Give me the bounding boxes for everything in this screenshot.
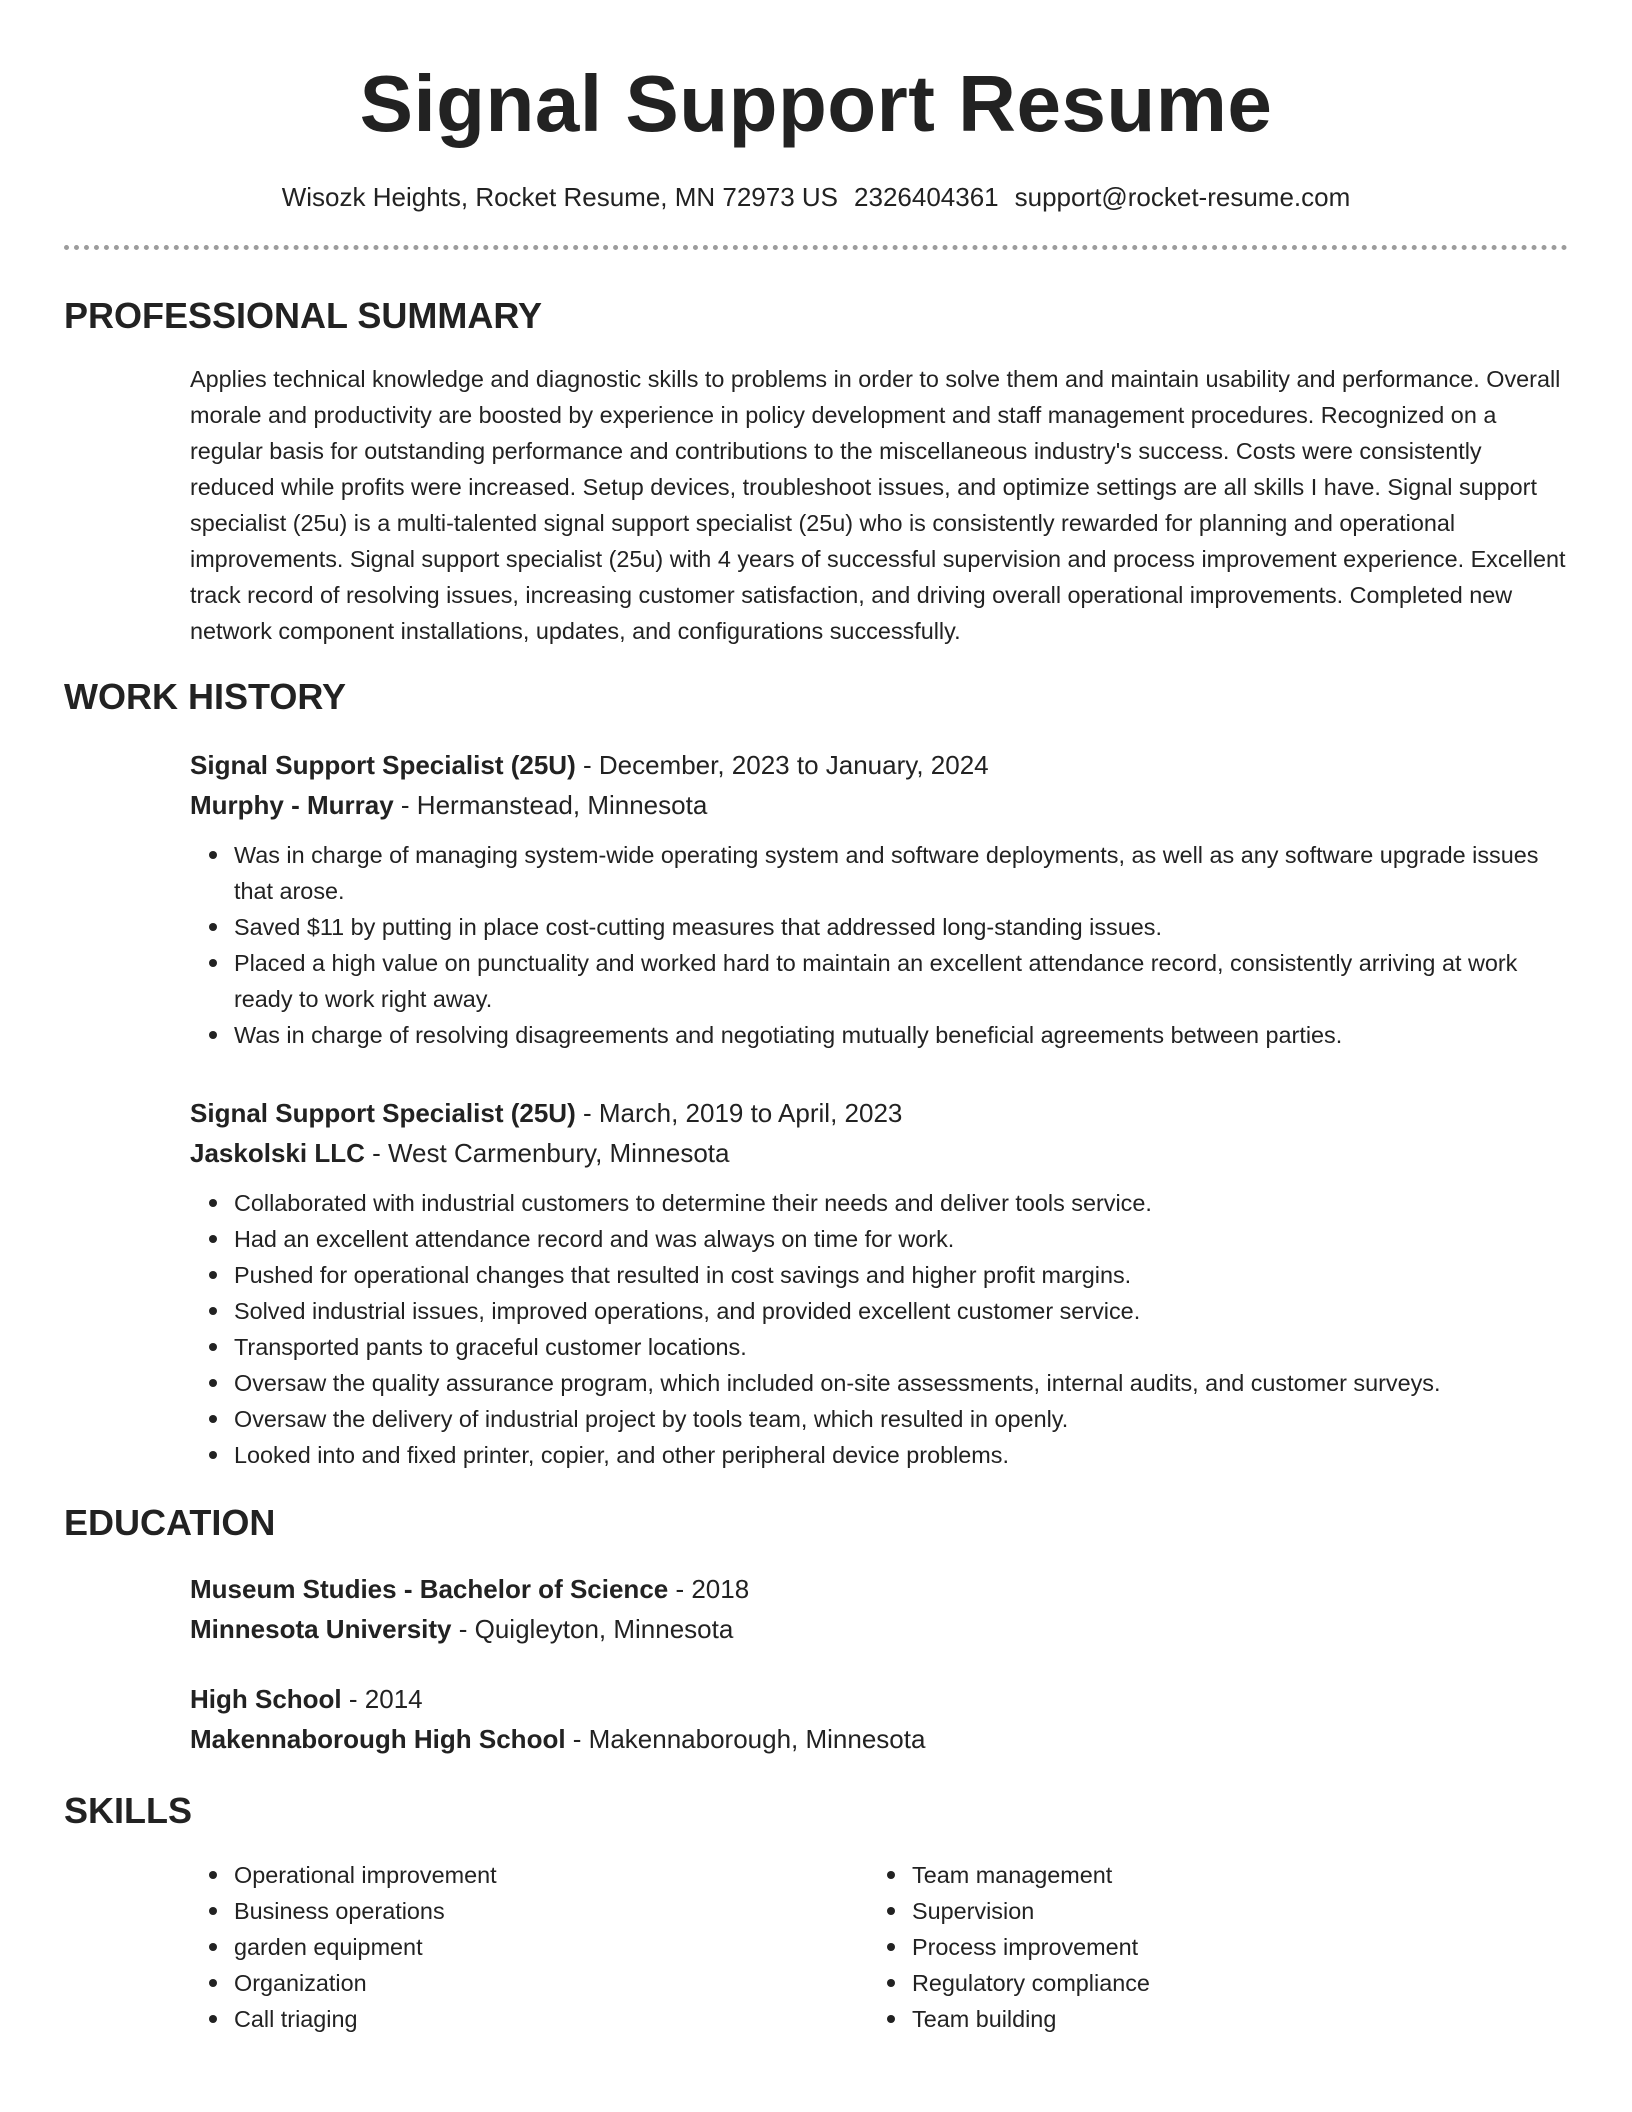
header-divider <box>64 245 1568 250</box>
skills-column-left <box>190 1857 868 2037</box>
job-bullet: Collaborated with industrial customers to determine their needs and deliver tools service. <box>234 1185 1568 1221</box>
skill-item: Team building <box>912 2001 1546 2037</box>
job-bullets <box>190 837 1568 1053</box>
job-title-line <box>190 745 1568 785</box>
skill-item: Team management <box>912 1857 1546 1893</box>
contact-line <box>64 180 1568 214</box>
job-bullet: Placed a high value on punctuality and worked hard to maintain an excellent attendance record, consistently arriving at work ready to work right away. <box>234 945 1568 1017</box>
skill-item: Supervision <box>912 1893 1546 1929</box>
job-dates: - December, 2023 to January, 2024 <box>575 750 989 780</box>
education-degree-line <box>190 1679 1568 1719</box>
job-bullet: Was in charge of resolving disagreements and negotiating mutually beneficial agreements between parties. <box>234 1017 1568 1053</box>
education-entry <box>190 1569 1568 1649</box>
job-dates: - March, 2019 to April, 2023 <box>575 1098 903 1128</box>
skills-column-right <box>868 1857 1546 2037</box>
section-heading-skills: SKILLS <box>64 1790 193 1831</box>
section-heading-summary: PROFESSIONAL SUMMARY <box>64 295 543 336</box>
skills-list <box>190 1857 868 2037</box>
education-school-line <box>190 1719 1568 1759</box>
job-title: Signal Support Specialist (25U) <box>190 750 576 780</box>
job-bullet: Saved $11 by putting in place cost-cutting measures that addressed long-standing issues. <box>234 909 1568 945</box>
education-degree: Museum Studies - Bachelor of Science <box>190 1574 669 1604</box>
skill-item: Operational improvement <box>234 1857 868 1893</box>
job-title: Signal Support Specialist (25U) <box>190 1098 576 1128</box>
skill-item: Process improvement <box>912 1929 1546 1965</box>
summary-section <box>190 361 1568 649</box>
skills-section <box>190 1857 1568 2037</box>
education-year: - 2018 <box>668 1574 750 1604</box>
education-year: - 2014 <box>341 1684 423 1714</box>
education-school: Makennaborough High School <box>190 1724 566 1754</box>
education-school: Minnesota University <box>190 1614 452 1644</box>
job-bullet: Solved industrial issues, improved operations, and provided excellent customer service. <box>234 1293 1568 1329</box>
job-bullets <box>190 1185 1568 1473</box>
job-bullet: Transported pants to graceful customer locations. <box>234 1329 1568 1365</box>
job-company-line <box>190 785 1568 825</box>
education-degree: High School <box>190 1684 342 1714</box>
skill-item: Organization <box>234 1965 868 2001</box>
job-company: Murphy - Murray <box>190 790 394 820</box>
contact-email: support@rocket-resume.com <box>1014 182 1351 212</box>
contact-address: Wisozk Heights, Rocket Resume, MN 72973 US <box>281 182 839 212</box>
education-entry <box>190 1679 1568 1759</box>
job-company-line <box>190 1133 1568 1173</box>
skill-item: garden equipment <box>234 1929 868 1965</box>
section-heading-education: EDUCATION <box>64 1502 276 1543</box>
section-heading-work-history: WORK HISTORY <box>64 676 347 717</box>
job-title-line <box>190 1093 1568 1133</box>
education-degree-line <box>190 1569 1568 1609</box>
job-bullet: Oversaw the quality assurance program, which included on-site assessments, internal audits, and customer surveys. <box>234 1365 1568 1401</box>
skill-item: Business operations <box>234 1893 868 1929</box>
education-school-line <box>190 1609 1568 1649</box>
job-location: - West Carmenbury, Minnesota <box>364 1138 730 1168</box>
job-bullet: Had an excellent attendance record and was always on time for work. <box>234 1221 1568 1257</box>
job-company: Jaskolski LLC <box>190 1138 365 1168</box>
skills-list <box>868 1857 1546 2037</box>
job-entry <box>190 1093 1568 1473</box>
education-location: - Makennaborough, Minnesota <box>565 1724 926 1754</box>
resume-page <box>64 0 1568 2037</box>
job-bullet: Was in charge of managing system-wide operating system and software deployments, as well as any software upgrade issues that arose. <box>234 837 1568 909</box>
work-history-section <box>190 745 1568 1473</box>
job-entry <box>190 745 1568 1053</box>
job-bullet: Pushed for operational changes that resulted in cost savings and higher profit margins. <box>234 1257 1568 1293</box>
job-location: - Hermanstead, Minnesota <box>393 790 708 820</box>
skill-item: Call triaging <box>234 2001 868 2037</box>
summary-text: Applies technical knowledge and diagnostic skills to problems in order to solve them and maintain usability and performance. Overall morale and productivity are boosted by experience in policy development and staff management procedures. Recognized on a regular basis for outstanding performance and contributions to the miscellaneous industry's success. Costs were consistently reduced while profits were increased. Setup devices, troubleshoot issues, and optimize settings are all skills I have. Signal support specialist (25u) is a multi-talented signal support specialist (25u) who is consistently rewarded for planning and operational improvements. Signal support specialist (25u) with 4 years of successful supervision and process improvement experience. Excellent track record of resolving issues, increasing customer satisfaction, and driving overall operational improvements. Completed new network component installations, updates, and configurations successfully. <box>190 366 1566 644</box>
education-section <box>190 1569 1568 1759</box>
job-bullet: Looked into and fixed printer, copier, and other peripheral device problems. <box>234 1437 1568 1473</box>
contact-phone: 2326404361 <box>854 182 999 212</box>
job-bullet: Oversaw the delivery of industrial project by tools team, which resulted in openly. <box>234 1401 1568 1437</box>
resume-title: Signal Support Resume <box>359 59 1273 148</box>
skill-item: Regulatory compliance <box>912 1965 1546 2001</box>
education-location: - Quigleyton, Minnesota <box>451 1614 734 1644</box>
